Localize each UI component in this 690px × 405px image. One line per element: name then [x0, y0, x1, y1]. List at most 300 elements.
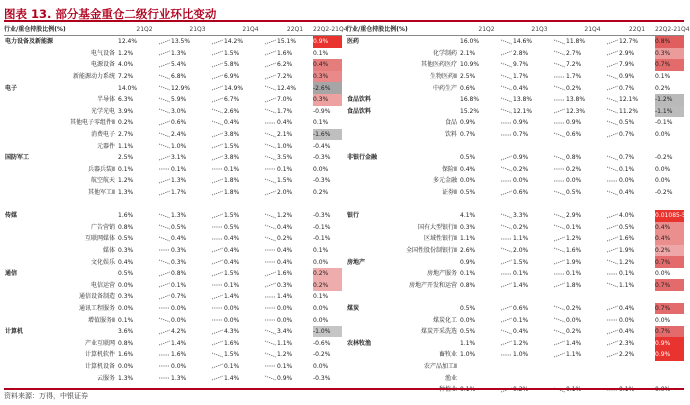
trend-segment: [500, 233, 513, 245]
holding-ratio-cell: 1.7%: [171, 189, 187, 197]
holding-ratio-cell: 2.9%: [619, 49, 635, 57]
holding-ratio-cell: 0.0%: [171, 316, 187, 324]
left-table-row: [4, 71, 342, 83]
holding-ratio-cell: 1.6%: [277, 270, 293, 278]
source-note: 资料来源：万得，中银证券: [4, 388, 684, 402]
holding-ratio-cell: 7.2%: [118, 73, 134, 81]
label-spacer: [66, 36, 118, 48]
industry-category-label: 通信: [5, 270, 18, 278]
trend-segment: [158, 349, 171, 361]
trend-segment: [606, 140, 619, 152]
right-table: [346, 24, 690, 395]
right-table-row: [346, 372, 684, 384]
trend-segment: [500, 198, 513, 210]
industry-sub-label: 文化娱乐: [91, 258, 116, 266]
right-header-change: 22Q2-21Q4: [655, 26, 690, 33]
holding-ratio-cell: 0.4%: [619, 304, 635, 312]
change-cell: -0.4%: [313, 142, 331, 150]
holding-ratio-cell: [460, 361, 500, 373]
change-cell: -1.6%: [313, 129, 342, 141]
trend-segment: [606, 129, 619, 141]
holding-ratio-cell: 0.4%: [277, 258, 293, 266]
trend-segment: [264, 175, 277, 187]
label-spacer: [4, 349, 66, 361]
trend-segment: [553, 94, 566, 106]
holding-ratio-cell: 0.4%: [513, 84, 529, 92]
trend-segment: [264, 361, 277, 373]
left-header-label: 行业/重仓持股比例(%): [4, 26, 66, 33]
industry-sub-label: 航空航天: [91, 177, 116, 185]
right-table-row: [346, 279, 684, 291]
label-spacer: [346, 233, 398, 245]
left-table-row: [4, 256, 342, 268]
change-cell: [655, 372, 684, 384]
trend-segment: [606, 164, 619, 176]
holding-ratio-cell: 0.2%: [118, 119, 134, 127]
label-spacer: [4, 256, 66, 268]
trend-segment: [553, 268, 566, 280]
right-table-row: [346, 175, 684, 187]
change-cell: 0.0%: [313, 316, 329, 324]
right-header-period: 21Q3: [531, 26, 548, 33]
change-cell: 0.7%: [655, 279, 684, 291]
trend-segment: [264, 256, 277, 268]
holding-ratio-cell: 12.1%: [513, 107, 533, 115]
change-cell: 0.0%: [655, 165, 671, 173]
trend-segment: [264, 268, 277, 280]
trend-segment: [264, 222, 277, 234]
change-cell: -0.1%: [313, 235, 331, 243]
holding-ratio-cell: 0.9%: [619, 73, 635, 81]
left-table-row: [4, 187, 342, 199]
trend-segment: [553, 36, 566, 48]
trend-segment: [264, 314, 277, 326]
holding-ratio-cell: 0.4%: [277, 246, 293, 254]
figure-title: 图表 13. 部分基金重仓二级行业环比变动: [4, 7, 217, 21]
holding-ratio-cell: 0.0%: [566, 177, 582, 185]
holding-ratio-cell: 6.9%: [224, 73, 240, 81]
trend-segment: [264, 337, 277, 349]
label-spacer: [4, 233, 66, 245]
holding-ratio-cell: 0.0%: [118, 281, 134, 289]
holding-ratio-cell: 0.7%: [619, 131, 635, 139]
trend-segment: [158, 187, 171, 199]
holding-ratio-cell: [619, 361, 655, 373]
right-table-row: [346, 222, 684, 234]
left-table-row: [4, 222, 342, 234]
trend-segment: [606, 117, 619, 129]
holding-ratio-cell: 0.9%: [460, 258, 476, 266]
trend-segment: [264, 48, 277, 60]
trend-segment: [211, 245, 224, 257]
label-spacer: [4, 187, 66, 199]
industry-category-label: 非银行金融: [347, 154, 378, 162]
holding-ratio-cell: 2.7%: [118, 131, 134, 139]
trend-segment: [211, 279, 224, 291]
holding-ratio-cell: 1.3%: [118, 374, 134, 382]
trend-segment: [500, 175, 513, 187]
right-table-row: [346, 48, 684, 60]
trend-segment: [264, 164, 277, 176]
label-spacer: [4, 59, 66, 71]
trend-segment: [211, 71, 224, 83]
holding-ratio-cell: 0.4%: [277, 119, 293, 127]
right-table-row: [346, 256, 684, 268]
holding-ratio-cell: [277, 198, 313, 210]
holding-ratio-cell: 4.0%: [118, 61, 134, 69]
trend-segment: [606, 222, 619, 234]
industry-sub-label: 通讯工程服务: [79, 304, 116, 312]
holding-ratio-cell: 1.5%: [277, 177, 293, 185]
holding-ratio-cell: [513, 291, 553, 303]
holding-ratio-cell: 0.9%: [277, 374, 293, 382]
holding-ratio-cell: 0.5%: [619, 223, 635, 231]
holding-ratio-cell: 2.5%: [118, 154, 134, 162]
left-header-row: [4, 24, 342, 36]
left-header-change: 22Q2-21Q4: [313, 26, 348, 33]
trend-segment: [211, 106, 224, 118]
industry-sub-label: 煤炭化工: [433, 316, 458, 324]
industry-sub-label: 消费电子: [91, 131, 116, 139]
holding-ratio-cell: 6.3%: [118, 96, 134, 104]
industry-sub-label: 保险Ⅱ: [442, 165, 458, 173]
holding-ratio-cell: 0.7%: [619, 84, 635, 92]
trend-segment: [158, 59, 171, 71]
right-header-label: 行业/重仓持股比例(%): [346, 26, 408, 33]
trend-segment: [500, 326, 513, 338]
right-table-row: [346, 210, 684, 222]
holding-ratio-cell: 0.9%: [460, 119, 476, 127]
holding-ratio-cell: 1.4%: [224, 293, 240, 301]
right-table-row: [346, 140, 684, 152]
trend-segment: [158, 106, 171, 118]
holding-ratio-cell: 4.0%: [619, 212, 635, 220]
label-spacer: [4, 106, 66, 118]
holding-ratio-cell: 1.0%: [460, 351, 476, 359]
holding-ratio-cell: 0.0%: [277, 316, 293, 324]
holding-ratio-cell: [566, 372, 606, 384]
trend-segment: [606, 337, 619, 349]
holding-ratio-cell: 0.5%: [566, 189, 582, 197]
label-spacer: [66, 326, 118, 338]
holding-ratio-cell: 0.0%: [118, 362, 134, 370]
right-header-period: 21Q2: [478, 26, 495, 33]
holding-ratio-cell: 0.1%: [566, 386, 582, 394]
holding-ratio-cell: 1.6%: [566, 246, 582, 254]
change-cell: 0.0%: [655, 131, 671, 139]
trend-segment: [500, 106, 513, 118]
industry-sub-label: 电信运营: [91, 281, 116, 289]
holding-ratio-cell: 12.1%: [619, 96, 639, 104]
trend-segment: [158, 117, 171, 129]
trend-segment: [553, 326, 566, 338]
trend-segment: [158, 36, 171, 48]
industry-sub-label: 光学光电: [91, 107, 116, 115]
holding-ratio-cell: 1.1%: [460, 235, 476, 243]
industry-sub-label: 饮料: [445, 131, 458, 139]
left-table-row: [4, 152, 342, 164]
label-spacer: [4, 48, 66, 60]
holding-ratio-cell: 0.2%: [566, 304, 582, 312]
trend-segment: [500, 36, 513, 48]
change-cell: 0.7%: [655, 256, 684, 268]
trend-segment: [264, 198, 277, 210]
trend-segment: [606, 187, 619, 199]
industry-sub-label: 增值服务Ⅱ: [88, 316, 116, 324]
holding-ratio-cell: 7.9%: [619, 61, 635, 69]
holding-ratio-cell: 1.5%: [224, 270, 240, 278]
label-spacer: [4, 222, 66, 234]
left-table-row: [4, 279, 342, 291]
trend-segment: [211, 117, 224, 129]
change-cell: -0.2%: [655, 154, 673, 162]
trend-segment: [211, 314, 224, 326]
change-cell: -1.0%: [313, 326, 342, 338]
left-table-row: [4, 326, 342, 338]
trend-segment: [264, 140, 277, 152]
holding-ratio-cell: 1.5%: [224, 351, 240, 359]
left-header-period: 22Q1: [286, 26, 304, 33]
label-spacer: [4, 129, 66, 141]
holding-ratio-cell: 0.3%: [171, 258, 187, 266]
holding-ratio-cell: 1.3%: [171, 49, 187, 57]
trend-segment: [553, 48, 566, 60]
label-spacer: [398, 337, 460, 349]
holding-ratio-cell: 4.3%: [224, 328, 240, 336]
holding-ratio-cell: 1.9%: [619, 246, 635, 254]
holding-ratio-cell: 0.2%: [513, 223, 529, 231]
change-cell: 0.01085-5: [655, 210, 684, 222]
holding-ratio-cell: 1.5%: [224, 142, 240, 150]
holding-ratio-cell: 0.8%: [171, 270, 187, 278]
holding-ratio-cell: [513, 372, 553, 384]
holding-ratio-cell: 14.9%: [224, 84, 244, 92]
holding-ratio-cell: 0.4%: [513, 328, 529, 336]
holding-ratio-cell: 1.3%: [171, 212, 187, 220]
holding-ratio-cell: 1.4%: [566, 339, 582, 347]
holding-ratio-cell: 1.1%: [277, 339, 293, 347]
holding-ratio-cell: 0.0%: [277, 304, 293, 312]
holding-ratio-cell: 2.6%: [460, 246, 476, 254]
trend-segment: [553, 361, 566, 373]
label-spacer: [4, 117, 66, 129]
industry-sub-label: 房地产开发和运营: [409, 281, 458, 289]
label-spacer: [346, 268, 398, 280]
holding-ratio-cell: 0.5%: [224, 223, 240, 231]
trend-segment: [211, 268, 224, 280]
change-cell: 0.9%: [313, 36, 342, 48]
trend-segment: [606, 71, 619, 83]
holding-ratio-cell: 0.1%: [513, 270, 529, 278]
industry-sub-label: 多元金融: [433, 177, 458, 185]
trend-segment: [264, 71, 277, 83]
left-table-row: [4, 268, 342, 280]
holding-ratio-cell: 0.0%: [619, 177, 635, 185]
right-table-row: [346, 106, 684, 118]
industry-sub-label: 渔业: [445, 374, 458, 382]
trend-segment: [606, 48, 619, 60]
label-spacer: [398, 303, 460, 315]
holding-ratio-cell: 0.2%: [277, 235, 293, 243]
left-table-row: [4, 164, 342, 176]
trend-segment: [606, 36, 619, 48]
change-cell: -0.9%: [313, 107, 331, 115]
change-cell: -0.6%: [313, 339, 331, 347]
holding-ratio-cell: 0.5%: [619, 119, 635, 127]
label-spacer: [346, 314, 398, 326]
holding-ratio-cell: 1.1%: [460, 339, 476, 347]
industry-sub-label: [398, 198, 460, 210]
holding-ratio-cell: 2.8%: [513, 49, 529, 57]
left-table-row: [4, 210, 342, 222]
holding-ratio-cell: 1.6%: [118, 351, 134, 359]
holding-ratio-cell: 3.1%: [171, 154, 187, 162]
label-spacer: [4, 140, 66, 152]
trend-segment: [158, 233, 171, 245]
label-spacer: [346, 59, 398, 71]
holding-ratio-cell: [513, 361, 553, 373]
left-table-row: [4, 233, 342, 245]
industry-sub-label: 新能源动力系统: [73, 73, 116, 81]
trend-segment: [158, 140, 171, 152]
change-cell: -0.3%: [313, 374, 331, 382]
trend-segment: [500, 256, 513, 268]
label-spacer: [346, 361, 398, 373]
label-spacer: [66, 152, 118, 164]
trend-segment: [211, 36, 224, 48]
trend-segment: [264, 210, 277, 222]
right-header-period: 22Q1: [628, 26, 646, 33]
holding-ratio-cell: 15.2%: [460, 107, 480, 115]
holding-ratio-cell: 0.1%: [224, 362, 240, 370]
industry-category-label: 计算机: [5, 328, 24, 336]
holding-ratio-cell: 11.8%: [566, 38, 586, 46]
label-spacer: [346, 129, 398, 141]
holding-ratio-cell: 0.5%: [460, 154, 476, 162]
industry-sub-label: 互联网媒体: [85, 235, 116, 243]
trend-segment: [158, 175, 171, 187]
left-table-row: [4, 337, 342, 349]
left-table-row: [4, 314, 342, 326]
label-spacer: [346, 198, 398, 210]
holding-ratio-cell: [619, 198, 655, 210]
trend-segment: [553, 233, 566, 245]
holding-ratio-cell: 1.6%: [619, 235, 635, 243]
right-table-row: [346, 117, 684, 129]
change-cell: 0.3%: [655, 48, 684, 60]
trend-segment: [553, 82, 566, 94]
holding-ratio-cell: 3.4%: [277, 328, 293, 336]
holding-ratio-cell: 1.4%: [224, 374, 240, 382]
holding-ratio-cell: 11.2%: [619, 107, 639, 115]
holding-ratio-cell: 1.1%: [566, 351, 582, 359]
holding-ratio-cell: [171, 198, 211, 210]
trend-segment: [264, 187, 277, 199]
holding-ratio-cell: 0.4%: [277, 223, 293, 231]
holding-ratio-cell: [619, 291, 655, 303]
holding-ratio-cell: 0.2%: [566, 165, 582, 173]
holding-ratio-cell: 0.2%: [566, 328, 582, 336]
trend-segment: [158, 82, 171, 94]
trend-segment: [500, 59, 513, 71]
holding-ratio-cell: 0.0%: [224, 304, 240, 312]
label-spacer: [4, 279, 66, 291]
industry-category-label: 煤炭: [347, 304, 360, 312]
industry-category-label: 电力设备及新能源: [5, 38, 54, 46]
trend-segment: [211, 59, 224, 71]
holding-ratio-cell: 14.6%: [513, 38, 533, 46]
holding-ratio-cell: 1.9%: [566, 258, 582, 266]
figure-title-bar: [4, 3, 684, 22]
right-table-row: [346, 71, 684, 83]
holding-ratio-cell: 3.6%: [118, 328, 134, 336]
trend-segment: [500, 210, 513, 222]
label-spacer: [4, 198, 66, 210]
holding-ratio-cell: 1.6%: [277, 49, 293, 57]
change-cell: 0.9%: [655, 349, 684, 361]
holding-ratio-cell: 1.2%: [513, 339, 529, 347]
trend-segment: [500, 48, 513, 60]
left-header-period: 21Q4: [242, 26, 259, 33]
change-cell: -2.6%: [313, 82, 342, 94]
trend-segment: [158, 210, 171, 222]
holding-ratio-cell: 1.8%: [224, 177, 240, 185]
holding-ratio-cell: 2.5%: [460, 73, 476, 81]
holding-ratio-cell: 1.0%: [171, 142, 187, 150]
trend-segment: [500, 372, 513, 384]
holding-ratio-cell: 0.0%: [171, 362, 187, 370]
industry-category-label: 国防军工: [5, 154, 30, 162]
trend-segment: [500, 314, 513, 326]
industry-sub-label: 计算机软件: [85, 351, 116, 359]
trend-segment: [553, 279, 566, 291]
holding-ratio-cell: 12.9%: [171, 84, 191, 92]
trend-segment: [211, 175, 224, 187]
right-table-row: [346, 361, 684, 373]
trend-segment: [606, 233, 619, 245]
holding-ratio-cell: 14.0%: [118, 84, 138, 92]
left-table-row: [4, 106, 342, 118]
left-header-period: 21Q2: [136, 26, 153, 33]
holding-ratio-cell: 1.8%: [566, 281, 582, 289]
change-cell: 0.9%: [655, 337, 684, 349]
holding-ratio-cell: 0.8%: [566, 154, 582, 162]
holding-ratio-cell: 0.6%: [513, 304, 529, 312]
left-table-row: [4, 291, 342, 303]
right-table-row: [346, 59, 684, 71]
trend-segment: [606, 175, 619, 187]
industry-sub-label: 半导体: [97, 96, 116, 104]
trend-segment: [553, 303, 566, 315]
holding-ratio-cell: 0.1%: [460, 270, 476, 278]
industry-category-label: 食品饮料: [347, 96, 372, 104]
trend-segment: [264, 82, 277, 94]
holding-ratio-cell: 2.4%: [171, 131, 187, 139]
holding-ratio-cell: 0.5%: [118, 235, 134, 243]
trend-segment: [211, 222, 224, 234]
holding-ratio-cell: 2.3%: [619, 339, 635, 347]
industry-sub-label: 区域性银行Ⅱ: [424, 235, 458, 243]
holding-ratio-cell: 7.2%: [277, 73, 293, 81]
change-cell: 0.1%: [313, 119, 329, 127]
right-header-row: [346, 24, 684, 36]
holding-ratio-cell: 1.1%: [513, 235, 529, 243]
label-spacer: [398, 36, 460, 48]
label-spacer: [346, 279, 398, 291]
trend-segment: [158, 303, 171, 315]
right-table-row: [346, 152, 684, 164]
change-cell: -0.2%: [655, 189, 673, 197]
